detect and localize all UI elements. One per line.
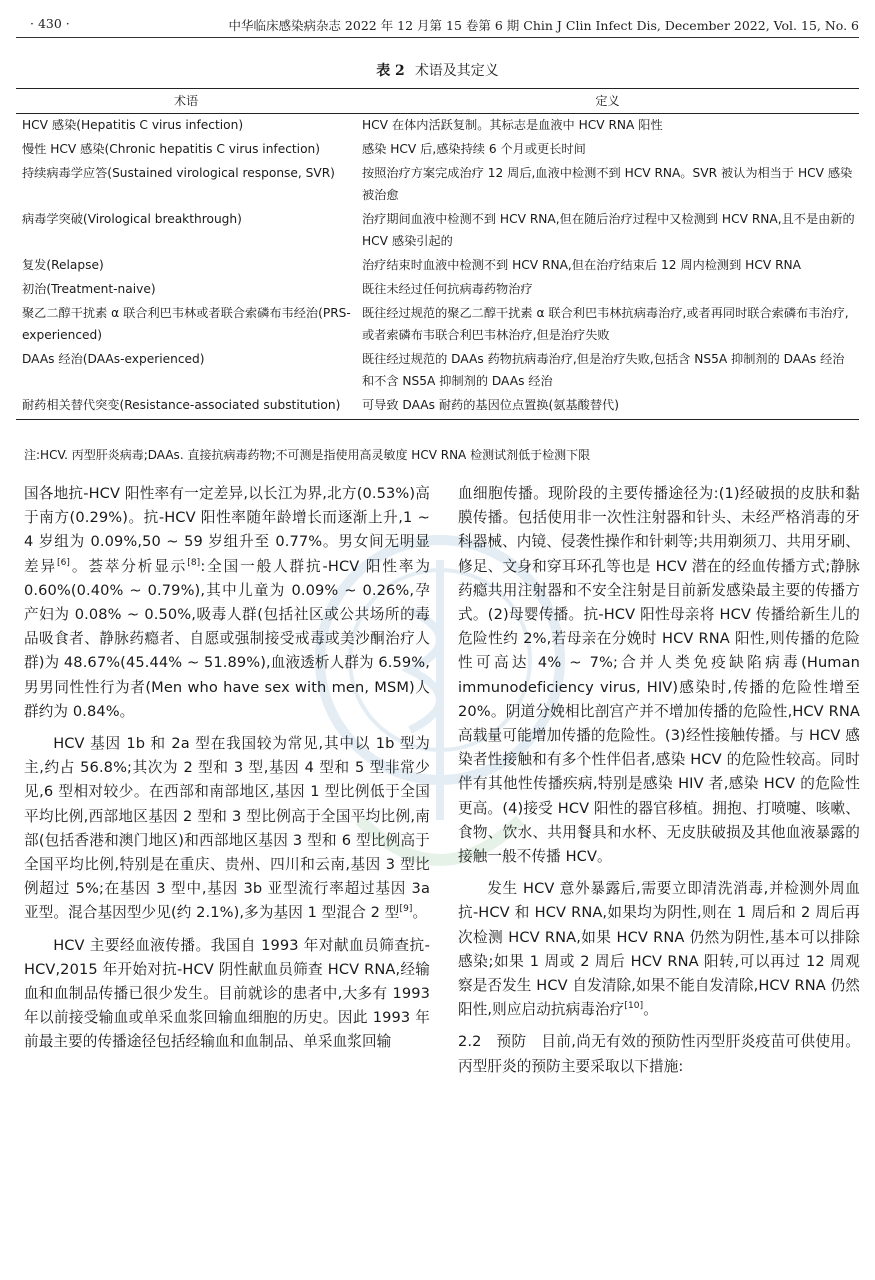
table-row bbox=[16, 278, 859, 302]
terms-table bbox=[16, 88, 859, 420]
table-row bbox=[16, 208, 859, 254]
paragraph: HCV 主要经血液传播。我国自 1993 年对献血员筛查抗-HCV,2015 年开始对抗-HCV 阴性献血员筛查 HCV RNA,经输血和血制品传播已很少发生。目前就诊的患者中,大多有 1993 年以前接受输血或单采血浆回输血细胞的历史。因此 1993 年前最主要的传播途径包括经输血和血制品、单采血浆回输 bbox=[24, 936, 430, 1051]
term-cell: 病毒学突破(Virological breakthrough) bbox=[22, 212, 242, 226]
term-cell: 复发(Relapse) bbox=[22, 258, 104, 272]
section-title: 预防 bbox=[496, 1033, 527, 1051]
section-heading-paragraph: 2.2 预防 目前,尚无有效的预防性丙型肝炎疫苗可供使用。丙型肝炎的预防主要采取以下措施: bbox=[458, 1033, 861, 1075]
journal-citation: 中华临床感染病杂志 2022 年 12 月第 15 卷第 6 期 Chin J Clin Infect Dis, December 2022, Vol. 15, No. 6 bbox=[228, 18, 859, 33]
term-cell: 持续病毒学应答(Sustained virological response, SVR) bbox=[22, 166, 335, 180]
term-cell: DAAs 经治(DAAs-experienced) bbox=[22, 352, 205, 366]
term-cell: 耐药相关替代突变(Resistance-associated substitution) bbox=[16, 394, 356, 420]
table-row bbox=[16, 394, 859, 420]
column-header-definition: 定义 bbox=[356, 89, 859, 114]
column-header-term: 术语 bbox=[16, 89, 356, 114]
table-row bbox=[16, 138, 859, 162]
table-row bbox=[16, 114, 859, 139]
header-rule bbox=[16, 37, 859, 38]
table-row bbox=[16, 254, 859, 278]
term-cell: HCV 感染(Hepatitis C virus infection) bbox=[22, 118, 244, 132]
table-title: 术语及其定义 bbox=[414, 63, 499, 79]
paragraph: 发生 HCV 意外暴露后,需要立即清洗消毒,并检测外周血抗-HCV 和 HCV RNA,如果均为阴性,则在 1 周后和 2 周后再次检测 HCV RNA,如果 HCV RNA 仍然为阴性,基本可以排除感染;如果 1 周或 2 周后 HCV RNA 阳转,可以再过 12 周观察是否发生 HCV 自发清除,如果不能自发清除,HCV RNA 仍然阳性,则应启动抗病毒治疗[10]。 bbox=[458, 880, 860, 1019]
table-row bbox=[16, 348, 859, 394]
table-caption bbox=[0, 60, 875, 80]
definition-cell: 按照治疗方案完成治疗 12 周后,血液中检测不到 HCV RNA。SVR 被认为相当于 HCV 感染被治愈 bbox=[362, 166, 853, 202]
term-cell: 聚乙二醇干扰素 α 联合利巴韦林或者联合索磷布韦经治(PRS-experienced) bbox=[22, 306, 351, 342]
table-row bbox=[16, 302, 859, 348]
citation: [8] bbox=[187, 557, 201, 568]
paragraph: 血细胞传播。现阶段的主要传播途径为:(1)经破损的皮肤和黏膜传播。包括使用非一次性注射器和针头、未经严格消毒的牙科器械、内镜、侵袭性操作和针刺等;共用剃须刀、共用牙刷、修足、文身和穿耳环孔等也是 HCV 潜在的经血传播方式;静脉药瘾共用注射器和不安全注射是目前新发感染最主要的传播方式。(2)母婴传播。抗-HCV 阳性母亲将 HCV 传播给新生儿的危险性约 2%,若母亲在分娩时 HCV RNA 阳性,则传播的危险性可高达 4% ~ 7%;合并人类免疫缺陷病毒(Human immunodeficiency virus, HIV)感染时,传播的危险性增至 20%。阴道分娩相比剖宫产并不增加传播的危险性,HCV RNA 高载量可能增加传播的危险性。(3)经性接触传播。与 HCV 感染者性接触和有多个性伴侣者,感染 HCV 的危险性较高。同时伴有其他性传播疾病,特别是感染 HIV 者,感染 HCV 的危险性更高。(4)接受 HCV 阳性的器官移植。拥抱、打喷嚏、咳嗽、食物、饮水、共用餐具和水杯、无皮肤破损及其他血液暴露的接触一般不传播 HCV。 bbox=[458, 485, 860, 866]
definition-cell: 既往经过规范的聚乙二醇干扰素 α 联合利巴韦林抗病毒治疗,或者再同时联合索磷布韦治疗,或者索磷布韦联合利巴韦林治疗,但是治疗失败 bbox=[362, 306, 849, 342]
paragraph: HCV 基因 1b 和 2a 型在我国较为常见,其中以 1b 型为主,约占 56.8%;其次为 2 型和 3 型,基因 4 型和 5 型非常少见,6 型相对较少。在西部和南部地区,基因 1 型比例低于全国平均比例,西部地区基因 2 型和 3 型比例高于全国平均比例,南部(包括香港和澳门地区)和西部地区基因 3 型和 6 型比例高于全国平均比例,特别是在重庆、贵州、四川和云南,基因 3 型比例超过 5%;在基因 3 型中,基因 3b 亚型流行率超过基因 3a 亚型。混合基因型少见(约 2.1%),多为基因 1 型混合 2 型[9]。 bbox=[24, 735, 430, 922]
term-cell: 初治(Treatment-naive) bbox=[22, 282, 156, 296]
citation: [9] bbox=[399, 904, 413, 915]
definition-cell: 既往经过规范的 DAAs 药物抗病毒治疗,但是治疗失败,包括含 NS5A 抑制剂的 DAAs 经治和不含 NS5A 抑制剂的 DAAs 经治 bbox=[362, 352, 845, 388]
table-label: 表 2 bbox=[376, 63, 405, 79]
page-number: · 430 · bbox=[30, 16, 70, 31]
definition-cell: 可导致 DAAs 耐药的基因位点置换(氨基酸替代) bbox=[356, 394, 859, 420]
definition-cell: 既往未经过任何抗病毒药物治疗 bbox=[362, 282, 533, 296]
running-header bbox=[30, 12, 859, 34]
citation: [10] bbox=[624, 1001, 644, 1012]
citation: [6] bbox=[56, 557, 71, 568]
term-cell: 慢性 HCV 感染(Chronic hepatitis C virus infection) bbox=[22, 142, 321, 156]
definition-cell: HCV 在体内活跃复制。其标志是血液中 HCV RNA 阳性 bbox=[362, 118, 663, 132]
definition-cell: 感染 HCV 后,感染持续 6 个月或更长时间 bbox=[362, 142, 586, 156]
definition-cell: 治疗期间血液中检测不到 HCV RNA,但在随后治疗过程中又检测到 HCV RNA,且不是由新的 HCV 感染引起的 bbox=[362, 212, 855, 248]
left-column bbox=[24, 482, 430, 1063]
table-note: 注:HCV. 丙型肝炎病毒;DAAs. 直接抗病毒药物;不可测是指使用高灵敏度 HCV RNA 检测试剂低于检测下限 bbox=[24, 448, 591, 462]
section-number: 2.2 bbox=[458, 1033, 482, 1051]
table-row bbox=[16, 162, 859, 208]
paragraph: 国各地抗-HCV 阳性率有一定差异,以长江为界,北方(0.53%)高于南方(0.29%)。抗-HCV 阳性率随年龄增长而逐渐上升,1 ~ 4 岁组为 0.09%,50 ~ 59 岁组升至 0.77%。男女间无明显差异[6]。荟萃分析显示[8]:全国一般人群抗-HCV 阳性率为 0.60%(0.40% ~ 0.79%),其中儿童为 0.09% ~ 0.26%,孕产妇为 0.08% ~ 0.50%,吸毒人群(包括社区或公共场所的毒品吸食者、静脉药瘾者、自愿或强制接受戒毒或美沙酮治疗人群)为 48.67%(45.44% ~ 51.89%),血液透析人群为 6.59%,男男同性性行为者(Men who have sex with men, MSM)人群约为 0.84%。 bbox=[24, 485, 431, 720]
definition-cell: 治疗结束时血液中检测不到 HCV RNA,但在治疗结束后 12 周内检测到 HCV RNA bbox=[362, 258, 801, 272]
right-column bbox=[458, 482, 860, 1087]
